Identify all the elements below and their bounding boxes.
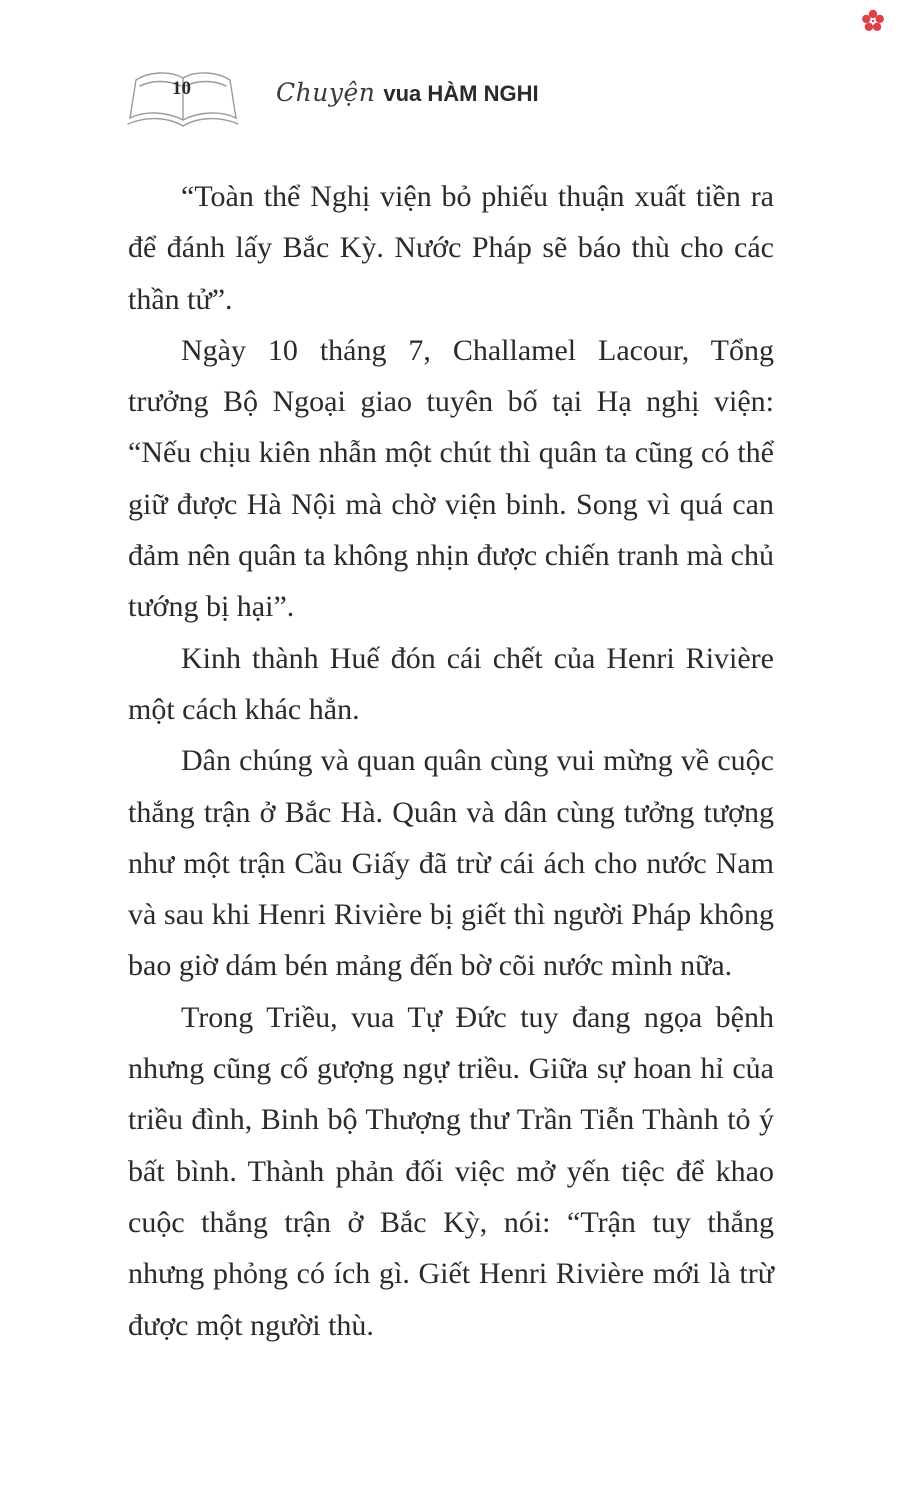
paragraph: Dân chúng và quan quân cùng vui mừng về cuộc thắng trận ở Bắc Hà. Quân và dân cùng tưởng tượng như một trận Cầu Giấy đã trừ cái ách cho nước Nam và sau khi Henri Rivière bị giết thì người Pháp không bao giờ dám bén mảng đến bờ cõi nước mình nữa. (128, 744, 774, 983)
paragraph: Kinh thành Huế đón cái chết của Henri Rivière một cách khác hẳn. (128, 641, 774, 726)
paragraph: Trong Triều, vua Tự Đức tuy đang ngọa bệnh nhưng cũng cố gượng ngự triều. Giữa sự hoan hỉ của triều đình, Binh bộ Thượng thư Trần Tiễn Thành tỏ ý bất bình. Thành phản đối việc mở yến tiệc để khao cuộc thắng trận ở Bắc Kỳ, nói: “Trận tuy thắng nhưng phỏng có ích gì. Giết Henri Rivière mới là trừ được một người thù. (128, 1000, 774, 1342)
page-number: 10 (172, 78, 191, 99)
flower-ornament-icon (860, 8, 886, 34)
paragraph: Ngày 10 tháng 7, Challamel Lacour, Tổng trưởng Bộ Ngoại giao tuyên bố tại Hạ nghị viện: “Nếu chịu kiên nhẫn một chút thì quân ta cũng có thể giữ được Hà Nội mà chờ viện binh. Song vì quá can đảm nên quân ta không nhịn được chiến tranh mà chủ tướng bị hại”. (128, 333, 774, 624)
running-title (276, 78, 539, 107)
running-header (126, 64, 776, 134)
running-title-script: Chuyện (276, 78, 376, 107)
body-text (128, 171, 774, 1351)
running-title-bold: vua HÀM NGHI (383, 81, 539, 106)
paragraph: “Toàn thể Nghị viện bỏ phiếu thuận xuất tiền ra để đánh lấy Bắc Kỳ. Nước Pháp sẽ báo thù cho các thần tử”. (128, 180, 774, 316)
